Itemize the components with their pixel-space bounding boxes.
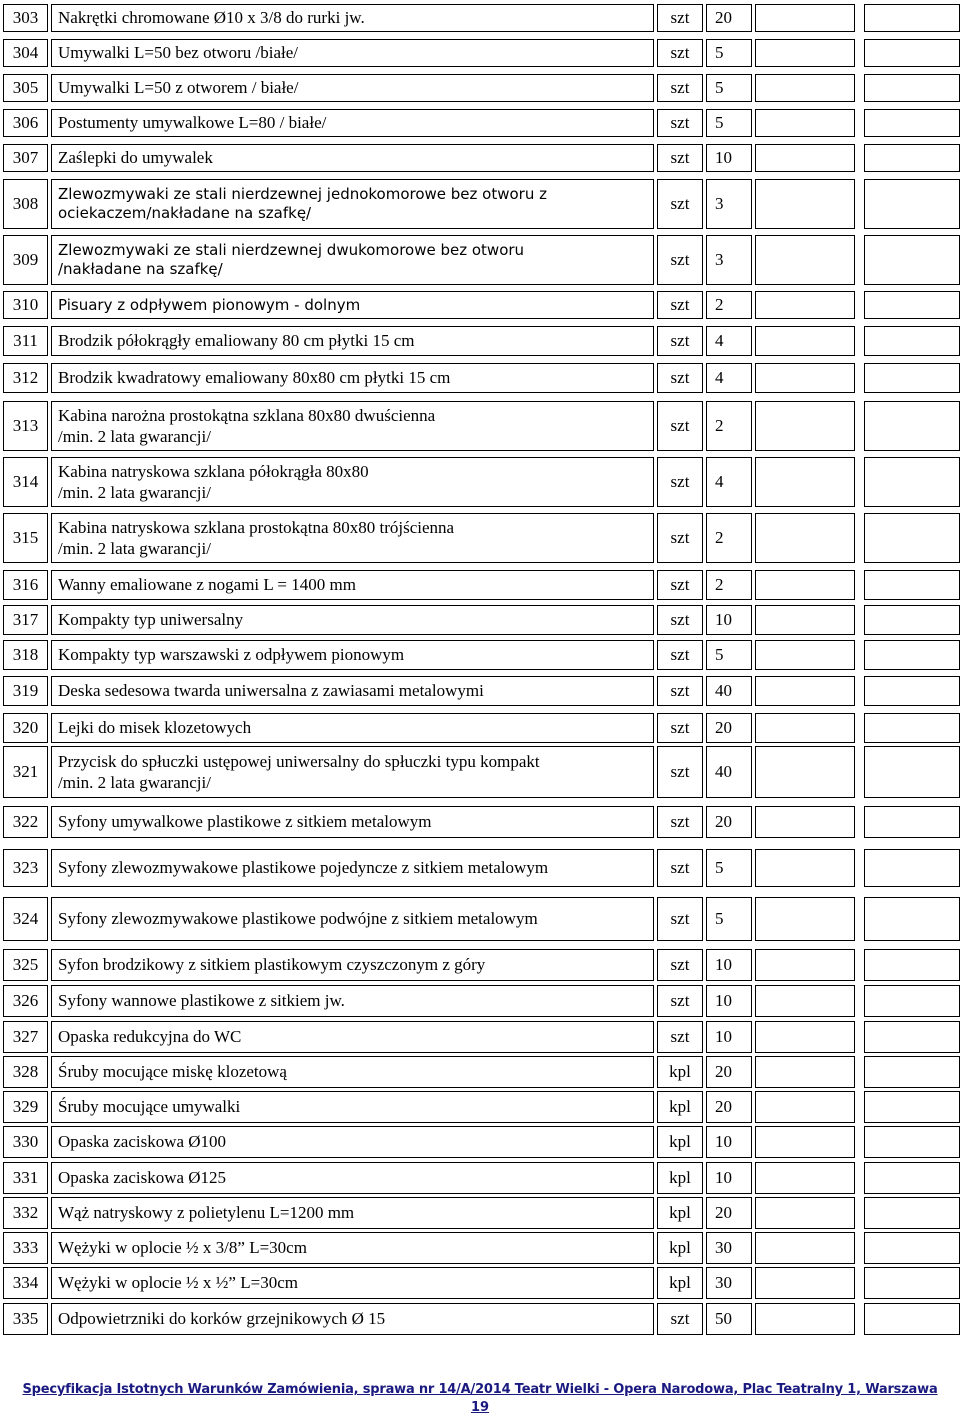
item-unit: szt [657,746,703,798]
table-row [0,713,960,743]
item-number: 323 [3,849,48,887]
empty-cell [755,74,855,102]
item-description: Syfon brodzikowy z sitkiem plastikowym czyszczonym z góry [51,949,654,981]
item-description: Odpowietrzniki do korków grzejnikowych Ø 15 [51,1303,654,1335]
item-description: Deska sedesowa twarda uniwersalna z zawiasami metalowymi [51,676,654,706]
table-row [0,1267,960,1299]
item-unit: szt [657,849,703,887]
item-number: 330 [3,1126,48,1158]
item-quantity: 3 [706,235,752,285]
item-description: Opaska zaciskowa Ø100 [51,1126,654,1158]
empty-cell [864,235,960,285]
empty-cell [755,363,855,393]
table-row [0,74,960,102]
empty-cell [755,144,855,172]
item-unit: kpl [657,1091,703,1123]
item-number: 316 [3,570,48,600]
empty-cell [864,1162,960,1194]
table-row [0,1162,960,1194]
item-number: 319 [3,676,48,706]
item-unit: szt [657,570,703,600]
empty-cell [864,326,960,356]
item-number: 320 [3,713,48,743]
item-quantity: 40 [706,746,752,798]
item-number: 318 [3,640,48,670]
item-number: 317 [3,605,48,635]
empty-cell [755,806,855,838]
item-quantity: 4 [706,457,752,507]
description-line: Zlewozmywaki ze stali nierdzewnej jednokomorowe bez otworu z [58,185,548,204]
item-quantity: 10 [706,605,752,635]
table-row [0,39,960,67]
item-quantity: 3 [706,179,752,229]
empty-cell [755,1056,855,1088]
item-description: Nakrętki chromowane Ø10 x 3/8 do rurki jw. [51,4,654,32]
item-quantity: 10 [706,1021,752,1053]
item-unit: szt [657,401,703,451]
item-quantity: 2 [706,401,752,451]
item-number: 313 [3,401,48,451]
item-number: 306 [3,109,48,137]
empty-cell [864,849,960,887]
item-unit: szt [657,39,703,67]
table-row [0,1126,960,1158]
item-description: Śruby mocujące miskę klozetową [51,1056,654,1088]
table-row [0,1197,960,1229]
description-line: Przycisk do spłuczki ustępowej uniwersalny do spłuczki typu kompakt [58,751,540,771]
empty-cell [755,4,855,32]
empty-cell [864,1091,960,1123]
empty-cell [755,513,855,563]
empty-cell [864,713,960,743]
empty-cell [864,985,960,1017]
empty-cell [864,74,960,102]
item-unit: szt [657,1303,703,1335]
item-number: 308 [3,179,48,229]
description-line: ociekaczem/nakładane na szafkę/ [58,204,312,222]
item-number: 332 [3,1197,48,1229]
empty-cell [755,179,855,229]
table-row [0,570,960,600]
empty-cell [755,1126,855,1158]
empty-cell [864,897,960,941]
empty-cell [864,144,960,172]
item-unit: szt [657,676,703,706]
item-number: 327 [3,1021,48,1053]
table-row [0,1303,960,1335]
item-unit: szt [657,949,703,981]
table-row [0,457,960,507]
empty-cell [864,1267,960,1299]
item-quantity: 10 [706,144,752,172]
item-description [51,457,654,507]
empty-cell [864,806,960,838]
table-row [0,401,960,451]
table-row [0,897,960,941]
empty-cell [864,457,960,507]
item-quantity: 40 [706,676,752,706]
item-number: 325 [3,949,48,981]
empty-cell [864,676,960,706]
table-row [0,363,960,393]
item-quantity: 10 [706,1126,752,1158]
item-quantity: 20 [706,1056,752,1088]
item-unit: szt [657,985,703,1017]
table-row [0,640,960,670]
item-number: 333 [3,1232,48,1264]
item-unit: kpl [657,1197,703,1229]
item-quantity: 50 [706,1303,752,1335]
empty-cell [864,363,960,393]
empty-cell [864,39,960,67]
item-unit: szt [657,363,703,393]
item-quantity: 5 [706,640,752,670]
item-number: 324 [3,897,48,941]
page-number: 19 [470,1400,490,1415]
item-number: 315 [3,513,48,563]
item-description: Syfony zlewozmywakowe plastikowe podwójne z sitkiem metalowym [51,897,654,941]
empty-cell [864,291,960,319]
item-description: Zaślepki do umywalek [51,144,654,172]
description-line: Kabina natryskowa szklana prostokątna 80x80 trójścienna [58,517,455,537]
item-unit: szt [657,144,703,172]
item-description [51,746,654,798]
item-quantity: 5 [706,109,752,137]
item-unit: szt [657,713,703,743]
empty-cell [755,1197,855,1229]
empty-cell [755,985,855,1017]
empty-cell [755,949,855,981]
empty-cell [755,457,855,507]
empty-cell [755,291,855,319]
item-number: 310 [3,291,48,319]
empty-cell [864,746,960,798]
item-quantity: 10 [706,949,752,981]
item-unit: szt [657,605,703,635]
item-quantity: 20 [706,1091,752,1123]
item-number: 309 [3,235,48,285]
description-line: /min. 2 lata gwarancji/ [58,427,211,446]
item-unit: szt [657,806,703,838]
item-quantity: 5 [706,849,752,887]
item-description: Brodzik kwadratowy emaliowany 80x80 cm płytki 15 cm [51,363,654,393]
empty-cell [755,849,855,887]
empty-cell [755,897,855,941]
empty-cell [864,1021,960,1053]
item-quantity: 20 [706,1197,752,1229]
item-unit: kpl [657,1056,703,1088]
table-row [0,1056,960,1088]
description-line: /min. 2 lata gwarancji/ [58,483,211,502]
item-description [51,513,654,563]
item-description: Syfony zlewozmywakowe plastikowe pojedyncze z sitkiem metalowym [51,849,654,887]
item-description: Kompakty typ uniwersalny [51,605,654,635]
item-number: 334 [3,1267,48,1299]
item-description: Wąż natryskowy z polietylenu L=1200 mm [51,1197,654,1229]
table-row [0,1021,960,1053]
table-row [0,985,960,1017]
item-unit: szt [657,457,703,507]
item-number: 331 [3,1162,48,1194]
table-row [0,109,960,137]
empty-cell [864,109,960,137]
empty-cell [864,640,960,670]
description-line: Kabina natryskowa szklana półokrągła 80x80 [58,461,369,481]
item-unit: szt [657,235,703,285]
table-row [0,291,960,319]
empty-cell [755,605,855,635]
empty-cell [755,401,855,451]
item-quantity: 10 [706,1162,752,1194]
item-quantity: 20 [706,806,752,838]
item-number: 322 [3,806,48,838]
empty-cell [755,676,855,706]
item-quantity: 10 [706,985,752,1017]
description-line: Zlewozmywaki ze stali nierdzewnej dwukomorowe bez otworu [58,241,525,260]
item-number: 335 [3,1303,48,1335]
item-description: Brodzik półokrągły emaliowany 80 cm płytki 15 cm [51,326,654,356]
item-number: 307 [3,144,48,172]
description-line: /min. 2 lata gwarancji/ [58,539,211,558]
item-description [51,401,654,451]
empty-cell [755,1232,855,1264]
item-description: Wężyki w oplocie ½ x 3/8” L=30cm [51,1232,654,1264]
empty-cell [864,179,960,229]
empty-cell [864,1056,960,1088]
item-description: Umywalki L=50 bez otworu /białe/ [51,39,654,67]
footer-text: Specyfikacja Istotnych Warunków Zamówienia, sprawa nr 14/A/2014 Teatr Wielki - Opera Narodowa, Plac Teatralny 1, Warszawa [22,1382,938,1397]
item-description: Wanny emaliowane z nogami L = 1400 mm [51,570,654,600]
table-row [0,1091,960,1123]
empty-cell [864,1303,960,1335]
item-description [51,179,654,229]
item-number: 326 [3,985,48,1017]
table-row [0,513,960,563]
item-unit: kpl [657,1162,703,1194]
table-row [0,806,960,838]
item-unit: kpl [657,1126,703,1158]
item-quantity: 5 [706,74,752,102]
item-unit: szt [657,513,703,563]
item-quantity: 5 [706,897,752,941]
table-row [0,676,960,706]
item-quantity: 4 [706,326,752,356]
empty-cell [864,570,960,600]
empty-cell [864,1232,960,1264]
item-number: 311 [3,326,48,356]
item-description [51,235,654,285]
item-unit: szt [657,109,703,137]
empty-cell [755,570,855,600]
item-number: 314 [3,457,48,507]
empty-cell [755,1091,855,1123]
item-unit: szt [657,291,703,319]
item-unit: szt [657,897,703,941]
table-row [0,1232,960,1264]
empty-cell [755,746,855,798]
item-description: Umywalki L=50 z otworem / białe/ [51,74,654,102]
item-quantity: 2 [706,291,752,319]
item-description: Śruby mocujące umywalki [51,1091,654,1123]
table-row [0,144,960,172]
item-unit: kpl [657,1232,703,1264]
table-row [0,605,960,635]
item-unit: szt [657,74,703,102]
empty-cell [864,513,960,563]
item-unit: szt [657,4,703,32]
empty-cell [755,1021,855,1053]
item-description: Opaska zaciskowa Ø125 [51,1162,654,1194]
empty-cell [755,109,855,137]
empty-cell [755,1162,855,1194]
item-quantity: 20 [706,4,752,32]
empty-cell [864,1197,960,1229]
empty-cell [755,39,855,67]
item-unit: szt [657,1021,703,1053]
description-line: /min. 2 lata gwarancji/ [58,773,211,792]
description-line: Kabina narożna prostokątna szklana 80x80 dwuścienna [58,405,436,425]
table-row [0,4,960,32]
item-quantity: 30 [706,1267,752,1299]
item-quantity: 4 [706,363,752,393]
item-unit: kpl [657,1267,703,1299]
empty-cell [755,235,855,285]
empty-cell [864,401,960,451]
empty-cell [864,605,960,635]
item-description: Syfony umywalkowe plastikowe z sitkiem metalowym [51,806,654,838]
item-description: Syfony wannowe plastikowe z sitkiem jw. [51,985,654,1017]
item-number: 304 [3,39,48,67]
item-quantity: 20 [706,713,752,743]
table-row [0,849,960,887]
description-line: /nakładane na szafkę/ [58,260,223,278]
item-number: 305 [3,74,48,102]
empty-cell [755,640,855,670]
item-number: 321 [3,746,48,798]
item-unit: szt [657,640,703,670]
empty-cell [755,713,855,743]
empty-cell [864,4,960,32]
item-unit: szt [657,179,703,229]
table-row [0,235,960,285]
empty-cell [864,949,960,981]
item-number: 312 [3,363,48,393]
item-description: Lejki do misek klozetowych [51,713,654,743]
item-number: 328 [3,1056,48,1088]
item-description: Opaska redukcyjna do WC [51,1021,654,1053]
table-row [0,746,960,798]
empty-cell [755,326,855,356]
table-row [0,326,960,356]
item-quantity: 30 [706,1232,752,1264]
item-number: 303 [3,4,48,32]
table-row [0,179,960,229]
item-description: Wężyki w oplocie ½ x ½” L=30cm [51,1267,654,1299]
item-quantity: 2 [706,513,752,563]
item-description: Postumenty umywalkowe L=80 / białe/ [51,109,654,137]
empty-cell [755,1267,855,1299]
table-row [0,949,960,981]
item-number: 329 [3,1091,48,1123]
item-quantity: 5 [706,39,752,67]
empty-cell [864,1126,960,1158]
empty-cell [755,1303,855,1335]
item-quantity: 2 [706,570,752,600]
item-unit: szt [657,326,703,356]
item-description: Pisuary z odpływem pionowym - dolnym [51,291,654,319]
item-description: Kompakty typ warszawski z odpływem pionowym [51,640,654,670]
